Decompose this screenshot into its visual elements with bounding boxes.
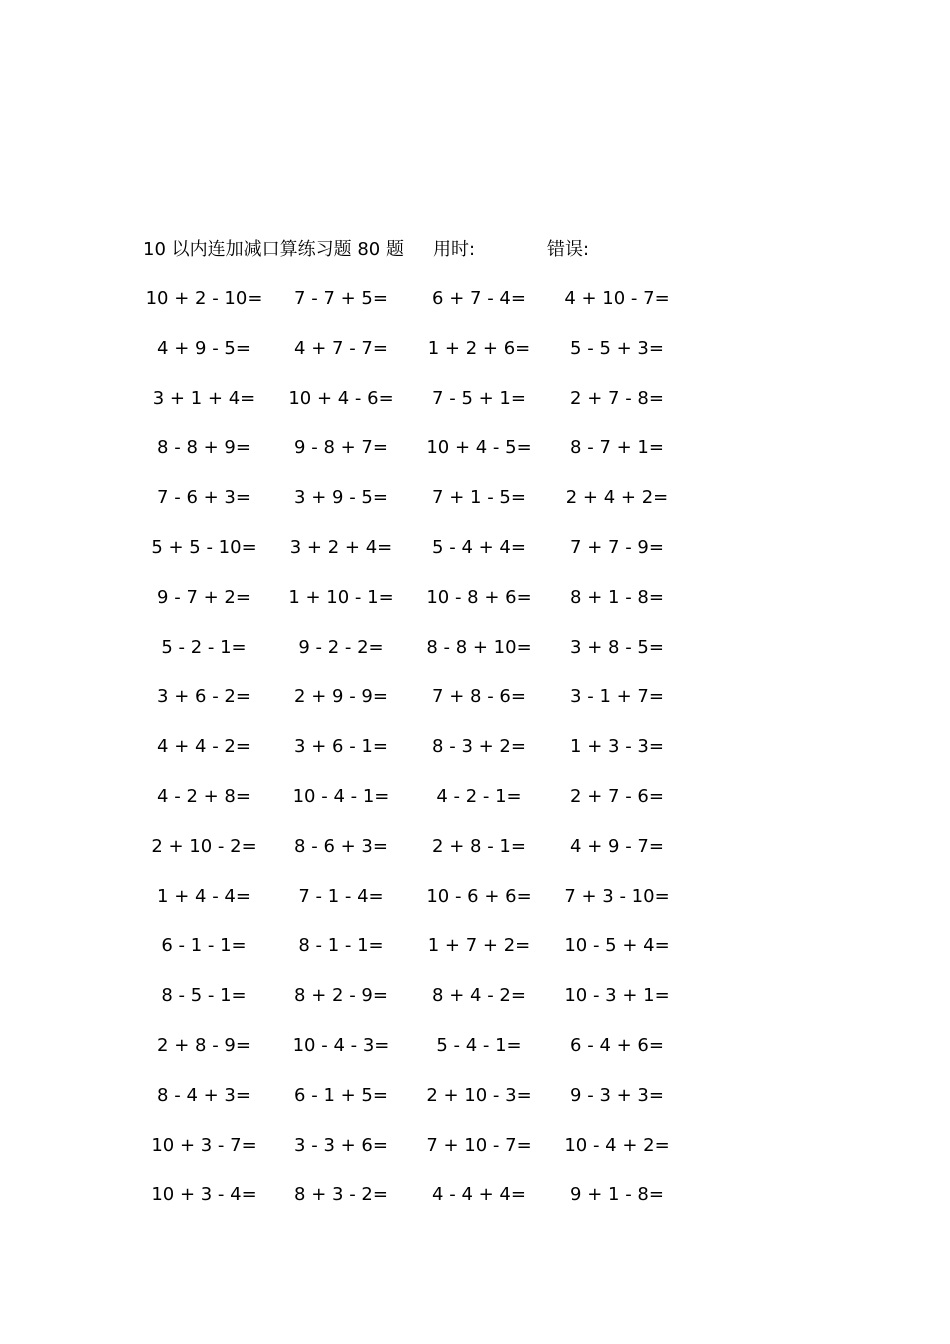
problem-row [0,573,950,623]
problem-row [0,374,950,424]
problem-item: 3 + 9 - 5= [294,487,388,509]
problem-row [0,822,950,872]
problem-item: 4 + 4 - 2= [157,736,251,758]
problem-item: 3 + 1 + 4= [152,387,256,409]
problem-item: 10 - 4 - 1= [292,785,390,807]
problem-item: 8 - 1 - 1= [298,935,384,957]
problem-item: 7 + 7 - 9= [570,536,664,558]
problem-item: 10 - 5 + 4= [564,935,670,957]
problem-item: 7 + 1 - 5= [432,487,526,509]
problem-item: 8 - 4 + 3= [157,1084,251,1106]
problem-item: 7 - 5 + 1= [432,387,526,409]
problem-item: 5 - 5 + 3= [570,337,664,359]
problem-item: 8 - 3 + 2= [432,736,526,758]
problem-item: 8 - 8 + 10= [426,636,532,658]
problem-row [0,921,950,971]
problem-row [0,274,950,324]
problem-item: 7 - 1 - 4= [298,885,384,907]
problem-item: 5 + 5 - 10= [151,536,257,558]
problem-item: 3 + 2 + 4= [289,536,393,558]
problem-row [0,722,950,772]
problem-row [0,971,950,1021]
problem-row [0,772,950,822]
problem-grid [0,274,950,1220]
problem-row [0,523,950,573]
problem-item: 7 - 7 + 5= [294,288,388,309]
problem-item: 2 + 10 - 2= [151,835,257,857]
problem-item: 8 - 6 + 3= [294,835,388,857]
problem-item: 10 + 3 - 7= [151,1134,257,1156]
errors-label: 错误: [547,239,590,260]
problem-item: 1 + 7 + 2= [427,935,531,957]
problem-item: 8 - 8 + 9= [157,437,251,459]
problem-item: 2 + 8 - 1= [432,835,526,857]
problem-item: 10 - 3 + 1= [564,985,670,1007]
problem-item: 8 + 1 - 8= [570,586,664,608]
problem-item: 1 + 2 + 6= [427,337,531,359]
problem-item: 2 + 7 - 8= [570,387,664,409]
problem-item: 10 - 6 + 6= [426,885,532,907]
problem-item: 7 - 6 + 3= [157,487,251,509]
problem-item: 3 - 1 + 7= [570,686,664,708]
problem-item: 2 + 9 - 9= [294,686,388,708]
problem-item: 10 - 8 + 6= [426,586,532,608]
problem-row [0,672,950,722]
problem-item: 4 + 9 - 5= [157,337,251,359]
problem-item: 9 - 3 + 3= [570,1084,664,1106]
problem-item: 4 + 9 - 7= [570,835,664,857]
problem-item: 6 - 1 - 1= [161,935,247,957]
problem-item: 9 - 2 - 2= [298,636,384,658]
problem-item: 9 - 7 + 2= [157,586,251,608]
problem-row [0,1021,950,1071]
problem-item: 3 + 6 - 1= [294,736,388,758]
problem-item: 10 + 4 - 6= [288,387,394,409]
problem-row [0,1121,950,1171]
problem-row [0,1071,950,1121]
problem-item: 8 + 3 - 2= [294,1184,388,1206]
problem-item: 2 + 8 - 9= [157,1034,251,1056]
problem-item: 3 - 3 + 6= [294,1134,388,1156]
problem-item: 5 - 4 - 1= [436,1034,522,1056]
problem-item: 8 + 4 - 2= [432,985,526,1007]
problem-item: 6 + 7 - 4= [432,288,526,309]
problem-row [0,473,950,523]
problem-item: 2 + 7 - 6= [570,785,664,807]
problem-item: 3 + 8 - 5= [570,636,664,658]
problem-item: 1 + 4 - 4= [157,885,251,907]
problem-item: 10 + 4 - 5= [426,437,532,459]
problem-item: 6 - 4 + 6= [570,1034,664,1056]
problem-item: 10 - 4 - 3= [292,1034,390,1056]
problem-item: 10 + 2 - 10= [145,288,263,309]
problem-row [0,423,950,473]
problem-item: 9 + 1 - 8= [570,1184,664,1206]
problem-item: 6 - 1 + 5= [294,1084,388,1106]
problem-item: 4 - 4 + 4= [432,1184,526,1206]
problem-item: 7 + 3 - 10= [564,885,670,907]
problem-item: 9 - 8 + 7= [294,437,388,459]
problem-item: 7 + 10 - 7= [426,1134,532,1156]
problem-row [0,1170,950,1220]
problem-item: 1 + 10 - 1= [288,586,394,608]
time-used-label: 用时: [433,239,476,260]
problem-row [0,623,950,673]
problem-item: 4 - 2 + 8= [157,785,251,807]
problem-item: 8 - 7 + 1= [570,437,664,459]
problem-item: 4 + 10 - 7= [564,288,670,309]
problem-item: 3 + 6 - 2= [157,686,251,708]
problem-item: 10 - 4 + 2= [564,1134,670,1156]
problem-row [0,324,950,374]
problem-item: 5 - 2 - 1= [161,636,247,658]
problem-item: 2 + 10 - 3= [426,1084,532,1106]
worksheet-title: 10 以内连加减口算练习题 80 题 [143,239,404,260]
problem-item: 2 + 4 + 2= [565,487,669,509]
problem-item: 4 + 7 - 7= [294,337,388,359]
problem-row [0,872,950,922]
problem-item: 10 + 3 - 4= [151,1184,257,1206]
problem-item: 5 - 4 + 4= [432,536,526,558]
problem-item: 8 + 2 - 9= [294,985,388,1007]
problem-item: 7 + 8 - 6= [432,686,526,708]
problem-item: 4 - 2 - 1= [436,785,522,807]
problem-item: 8 - 5 - 1= [161,985,247,1007]
problem-item: 1 + 3 - 3= [570,736,664,758]
